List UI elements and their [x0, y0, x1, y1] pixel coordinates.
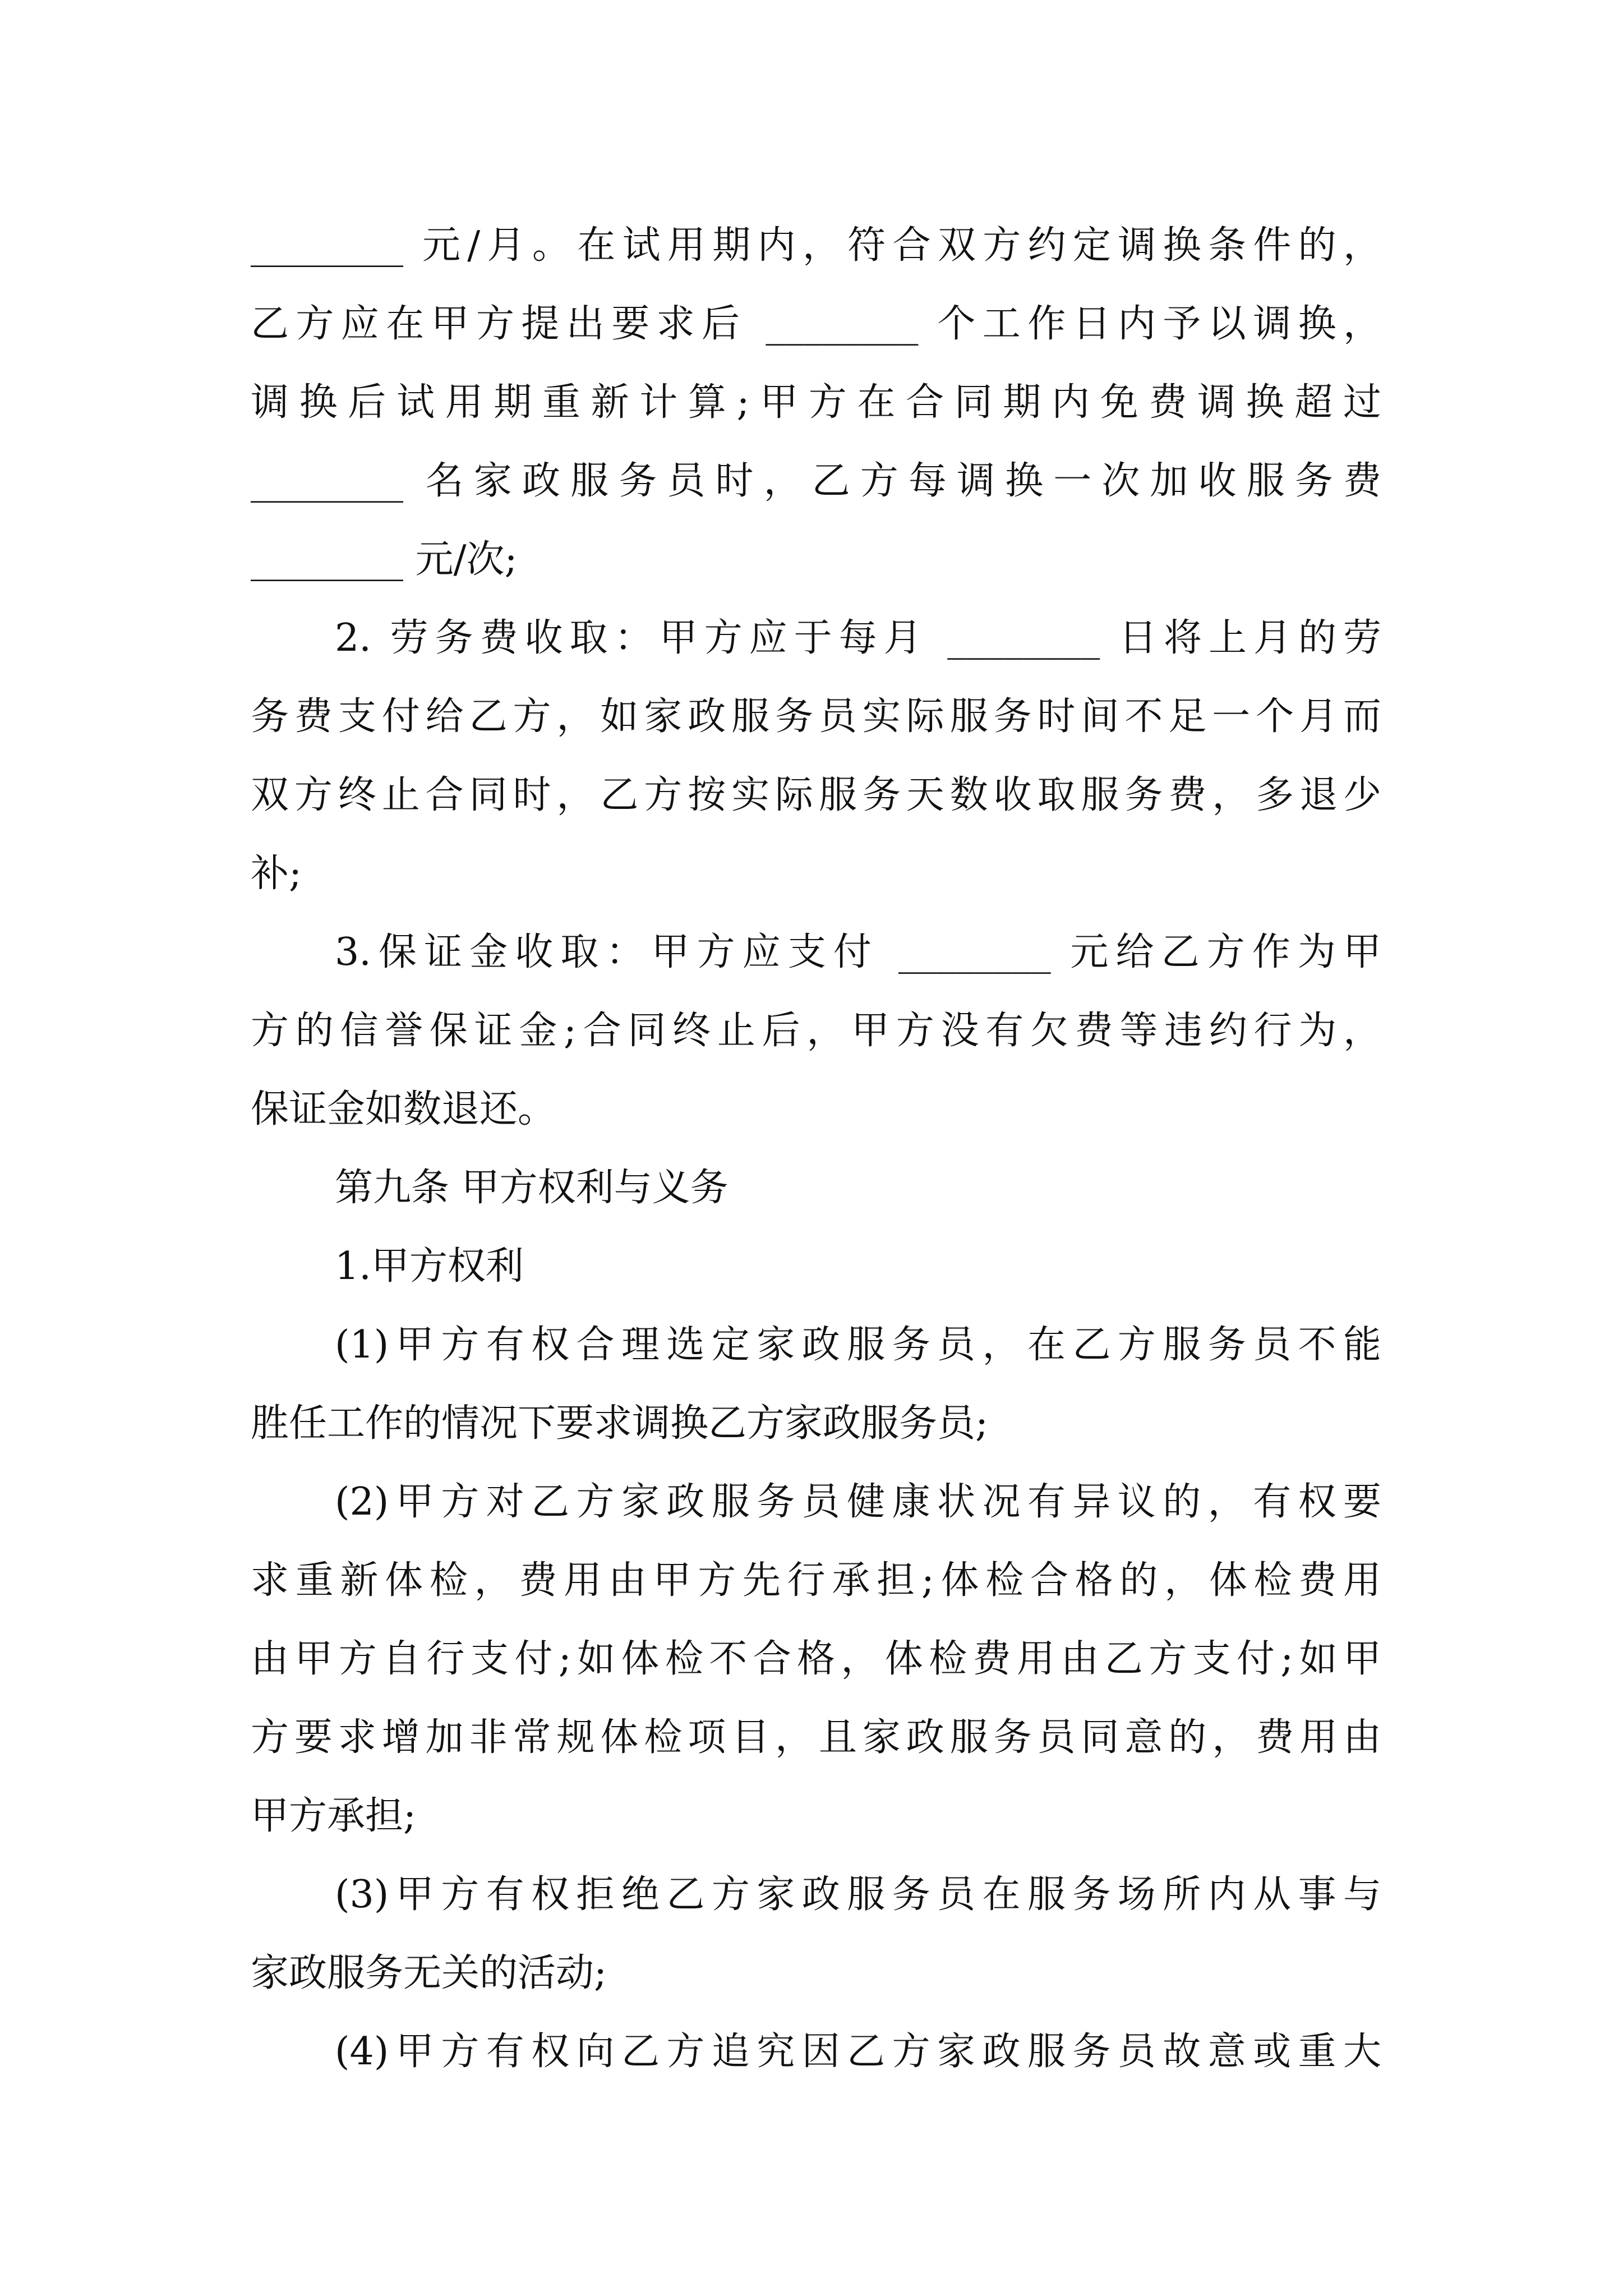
- text-line: (4)甲方有权向乙方追究因乙方家政服务员故意或重大: [335, 2030, 1381, 2074]
- text-line: 方要求增加非常规体检项目，且家政服务员同意的，费用由: [251, 1715, 1381, 1760]
- text-line: 3.保证金收取：甲方应支付 ________ 元给乙方作为甲: [335, 930, 1381, 974]
- text-line: ________ 元/次;: [251, 537, 518, 582]
- text-line: ________ 名家政服务员时，乙方每调换一次加收服务费: [251, 459, 1381, 503]
- text-line: 求重新体检，费用由甲方先行承担;体检合格的，体检费用: [251, 1558, 1381, 1603]
- text-line: 调换后试用期重新计算;甲方在合同期内免费调换超过: [251, 380, 1381, 425]
- text-line: 补;: [251, 852, 302, 896]
- text-line: 家政服务无关的活动;: [251, 1951, 607, 1995]
- text-line: 务费支付给乙方，如家政服务员实际服务时间不足一个月而: [251, 694, 1381, 739]
- subsection-heading: 1.甲方权利: [335, 1244, 524, 1289]
- text-line: 双方终止合同时，乙方按实际服务天数收取服务费，多退少: [251, 773, 1381, 817]
- text-line: 方的信誉保证金;合同终止后，甲方没有欠费等违约行为，: [251, 1009, 1381, 1053]
- text-line: (3)甲方有权拒绝乙方家政服务员在服务场所内从事与: [335, 1872, 1381, 1917]
- text-line: 乙方应在甲方提出要求后 ________ 个工作日内予以调换，: [251, 302, 1381, 346]
- text-line: 2. 劳务费收取：甲方应于每月 ________ 日将上月的劳: [335, 616, 1381, 660]
- text-line: ________ 元/月。在试用期内，符合双方约定调换条件的，: [251, 223, 1381, 268]
- text-line: 甲方承担;: [251, 1794, 416, 1838]
- text-line: 胜任工作的情况下要求调换乙方家政服务员;: [251, 1401, 988, 1446]
- text-line: 由甲方自行支付;如体检不合格，体检费用由乙方支付;如甲: [251, 1637, 1381, 1681]
- section-heading: 第九条 甲方权利与义务: [335, 1166, 728, 1210]
- text-line: (1)甲方有权合理选定家政服务员，在乙方服务员不能: [335, 1323, 1381, 1367]
- text-line: 保证金如数退还。: [251, 1087, 556, 1131]
- text-line: (2)甲方对乙方家政服务员健康状况有异议的，有权要: [335, 1480, 1381, 1524]
- document-body: [251, 206, 1381, 2091]
